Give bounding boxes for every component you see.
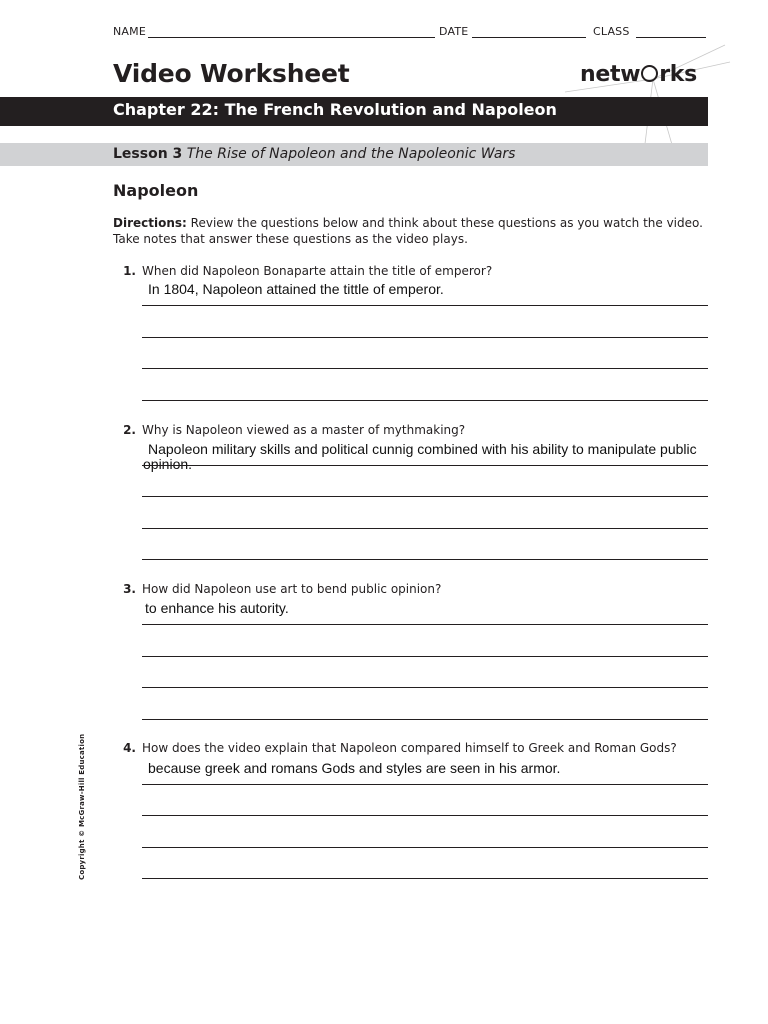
section-title: Napoleon [113, 181, 199, 200]
answer-line[interactable] [142, 305, 708, 306]
question-text: How does the video explain that Napoleon compared himself to Greek and Roman Gods? [142, 741, 677, 755]
copyright-notice: Copyright © McGraw-Hill Education [78, 733, 86, 880]
answer-line[interactable] [142, 528, 708, 529]
answer-line[interactable] [142, 719, 708, 720]
answer-line[interactable] [142, 465, 708, 466]
question-number: 3. [123, 582, 136, 596]
answer-line[interactable] [142, 656, 708, 657]
question-number: 1. [123, 264, 136, 278]
name-label: NAME [113, 25, 146, 38]
answer-line[interactable] [142, 847, 708, 848]
question-text: Why is Napoleon viewed as a master of mythmaking? [142, 423, 466, 437]
chapter-title: Chapter 22: The French Revolution and Napoleon [113, 100, 557, 119]
logo-o-icon [641, 65, 658, 82]
question-text: When did Napoleon Bonaparte attain the title of emperor? [142, 264, 493, 278]
class-label: CLASS [593, 25, 630, 38]
answer-line[interactable] [142, 784, 708, 785]
answer-text[interactable]: because greek and romans Gods and styles are seen in his armor. [148, 760, 561, 776]
directions-label: Directions: [113, 216, 187, 230]
name-field[interactable] [148, 37, 435, 38]
lesson-heading [113, 146, 515, 162]
lesson-title: The Rise of Napoleon and the Napoleonic Wars [186, 146, 516, 162]
answer-text[interactable]: Napoleon military skills and political cunnig combined with his ability to manipulate public [148, 441, 697, 457]
networks-logo [580, 62, 697, 87]
answer-line[interactable] [142, 368, 708, 369]
answer-line[interactable] [142, 878, 708, 879]
answer-line[interactable] [142, 400, 708, 401]
answer-text[interactable]: to enhance his autority. [145, 600, 289, 616]
answer-line[interactable] [142, 496, 708, 497]
answer-line[interactable] [142, 559, 708, 560]
answer-line[interactable] [142, 624, 708, 625]
answer-text[interactable]: opinion. [143, 456, 193, 472]
logo-text-start: netw [580, 62, 641, 87]
answer-text[interactable]: In 1804, Napoleon attained the tittle of emperor. [148, 281, 444, 297]
answer-line[interactable] [142, 687, 708, 688]
lesson-number: Lesson 3 [113, 146, 183, 162]
answer-line[interactable] [142, 815, 708, 816]
question-text: How did Napoleon use art to bend public opinion? [142, 582, 442, 596]
question-number: 4. [123, 741, 136, 755]
logo-text-end: rks [659, 62, 697, 87]
question-number: 2. [123, 423, 136, 437]
class-field[interactable] [636, 37, 706, 38]
date-field[interactable] [472, 37, 586, 38]
date-label: DATE [439, 25, 469, 38]
page-title: Video Worksheet [113, 59, 350, 88]
directions-text: Review the questions below and think about these questions as you watch the video. Take notes that answer these questions as the video plays. [113, 216, 703, 246]
directions [113, 215, 708, 247]
answer-line[interactable] [142, 337, 708, 338]
